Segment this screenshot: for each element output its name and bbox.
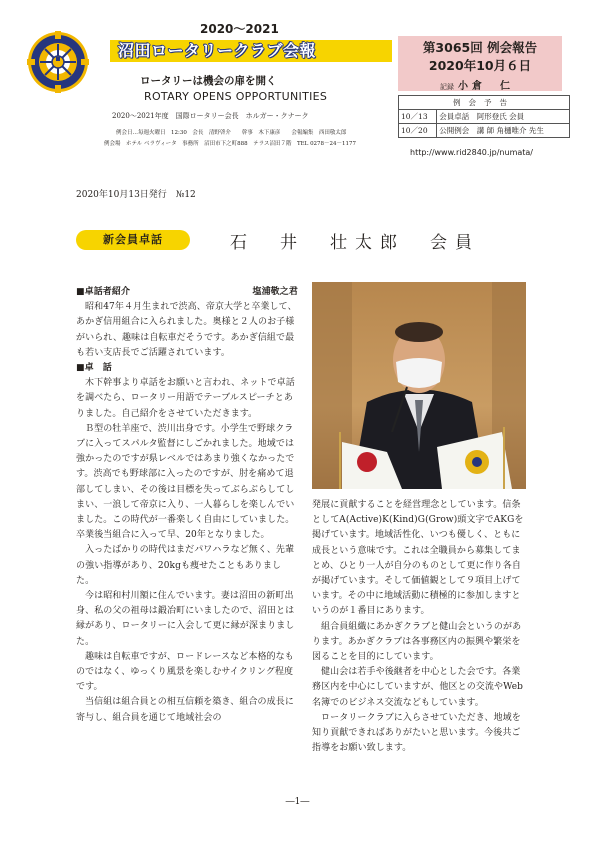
intro-paragraph: 昭和47年４月生まれで渋高、帝京大学と卒業して、あかぎ信用組合に入られました。奥様と２人のお子様がいられ、趣味は自転車だそうです。あかぎ信組で最も若い支店長でご活躍されています。	[76, 302, 297, 358]
body-paragraph: 木下幹事より卓話をお願いと言われ、ネットで卓話を調べたら、ロータリー用語でテーブルスピーチとありました。自己紹介をさせていただきます。	[76, 378, 295, 419]
schedule-heading: 例会予告	[399, 96, 570, 110]
website-link[interactable]: http://www.rid2840.jp/numata/	[410, 148, 534, 157]
body-paragraph: 入ったばかりの時代はまだパワハラなど無く、先輩の強い指導があり、20kgも痩せたこともありました。	[76, 545, 295, 586]
article-right-column	[312, 498, 526, 756]
theme-subline: 2020～2021年度 国際ロータリー会長 ホルガー・クナーク	[112, 112, 309, 120]
schedule-event: 会員卓話 阿形登氏 会員	[437, 110, 570, 124]
body-paragraph: 健山会は若手や後継者を中心とした会です。各業務区内を中心にしていますが、他区との交流やWeb名簿でのビジネス交流などもしています。	[312, 667, 524, 708]
schedule-event: 公開例会 講 師 角樋唯介 先生	[437, 124, 570, 138]
badge-label: 新会員卓話	[103, 233, 163, 246]
article-left-column	[76, 285, 298, 726]
body-paragraph: 発展に貢献することを経営理念としています。信条としてA(Active)K(Kind)G(Grow)頭文字でAKGを掲げています。地域活性化、いつも優しく、ともに成長という意味です。これは全職員から募集してまとめ、ひとり一人が自分のものとして更に作り各自が掲げています。そして価値観として９項目上げています。その中に地域活動に積極的に参加しますというのが１番目にあります。	[312, 500, 524, 617]
meeting-number: 第3065回 例会報告	[422, 40, 538, 55]
schedule-date: 10／13	[399, 110, 437, 124]
talk-heading: ■卓 話	[76, 363, 112, 374]
body-paragraph: 組合員組織にあかぎクラブと健山会というのがあります。あかぎクラブは各事務区内の振興や繁栄を図ることを目的にしています。	[312, 621, 522, 663]
body-paragraph: Ｂ型の牡羊座で、渋川出身です。小学生で野球クラブに入ってスパルタ監督にしごかれました。地域では強かったのですが県レベルではあまり強くなかったです。渋高でも野球部に入ったのですが、肘を痛めて退部してしまい、その後は目標を失ってぶらぶらしてしまい、一浪して帝京に入り、一人暮らしを楽しんでいました。この時代が一番楽しく自由にしていました。卒業後当組合に入って早、20年となりました。	[76, 423, 295, 541]
schedule-date: 10／20	[399, 124, 437, 138]
recorder-label: 記録	[440, 83, 454, 91]
page-number: ―1―	[285, 797, 310, 807]
body-paragraph: 当信組は組合員との相互信頼を築き、組合の成長に寄与し、組合員を通じて地域社会の	[76, 697, 294, 723]
intro-header	[76, 285, 298, 300]
theme-english: ROTARY OPENS OPPORTUNITIES	[144, 90, 328, 103]
schedule-row	[399, 124, 570, 138]
body-paragraph: ロータリークラブに入らさせていただき、地域を知り貢献できればありがたいと思います。今後共ご指導をお願い致します。	[312, 712, 521, 754]
year-range: 2020～2021	[200, 22, 279, 36]
speaker-photo	[312, 282, 526, 489]
issue-line: 2020年10月13日発行 №12	[76, 190, 196, 200]
body-paragraph: 今は昭和村川額に住んでいます。妻は沼田の新町出身、私の父の祖母は鍛冶町にいましたので、沼田とは縁があり、ロータリーに入会して更に縁が深まりました。	[76, 591, 295, 647]
recorder	[440, 77, 514, 92]
schedule-table	[398, 95, 570, 138]
theme-japanese: ロータリーは機会の扉を開く	[140, 75, 277, 87]
introducer-name: 塩浦敬之君	[252, 287, 298, 297]
rotary-wheel-logo	[26, 30, 90, 94]
club-name: 沼田ロータリークラブ会報	[118, 41, 317, 60]
speaker-name: 石 井 壮太郎 会員	[230, 233, 480, 253]
venue-info: 例会場 ホテル ベラヴィータ 事務所 沼田市下之町888 テラス沼田７階 TEL 0278－24－1177	[104, 141, 357, 147]
schedule-row	[399, 110, 570, 124]
body-paragraph: 趣味は自転車ですが、ロードレースなど本格的なものではなく、ゆっくり風景を楽しむサイクリング程度です。	[76, 651, 294, 693]
intro-heading: ■卓話者紹介	[76, 287, 131, 297]
meeting-info: 例会日…毎週火曜日 12:30 会長 清野啓介 幹事 木下康彦 会報編集 西田敬太郎	[116, 130, 347, 136]
report-date: 2020年10月６日	[428, 58, 532, 73]
recorder-name: 小倉 仁	[458, 81, 514, 92]
